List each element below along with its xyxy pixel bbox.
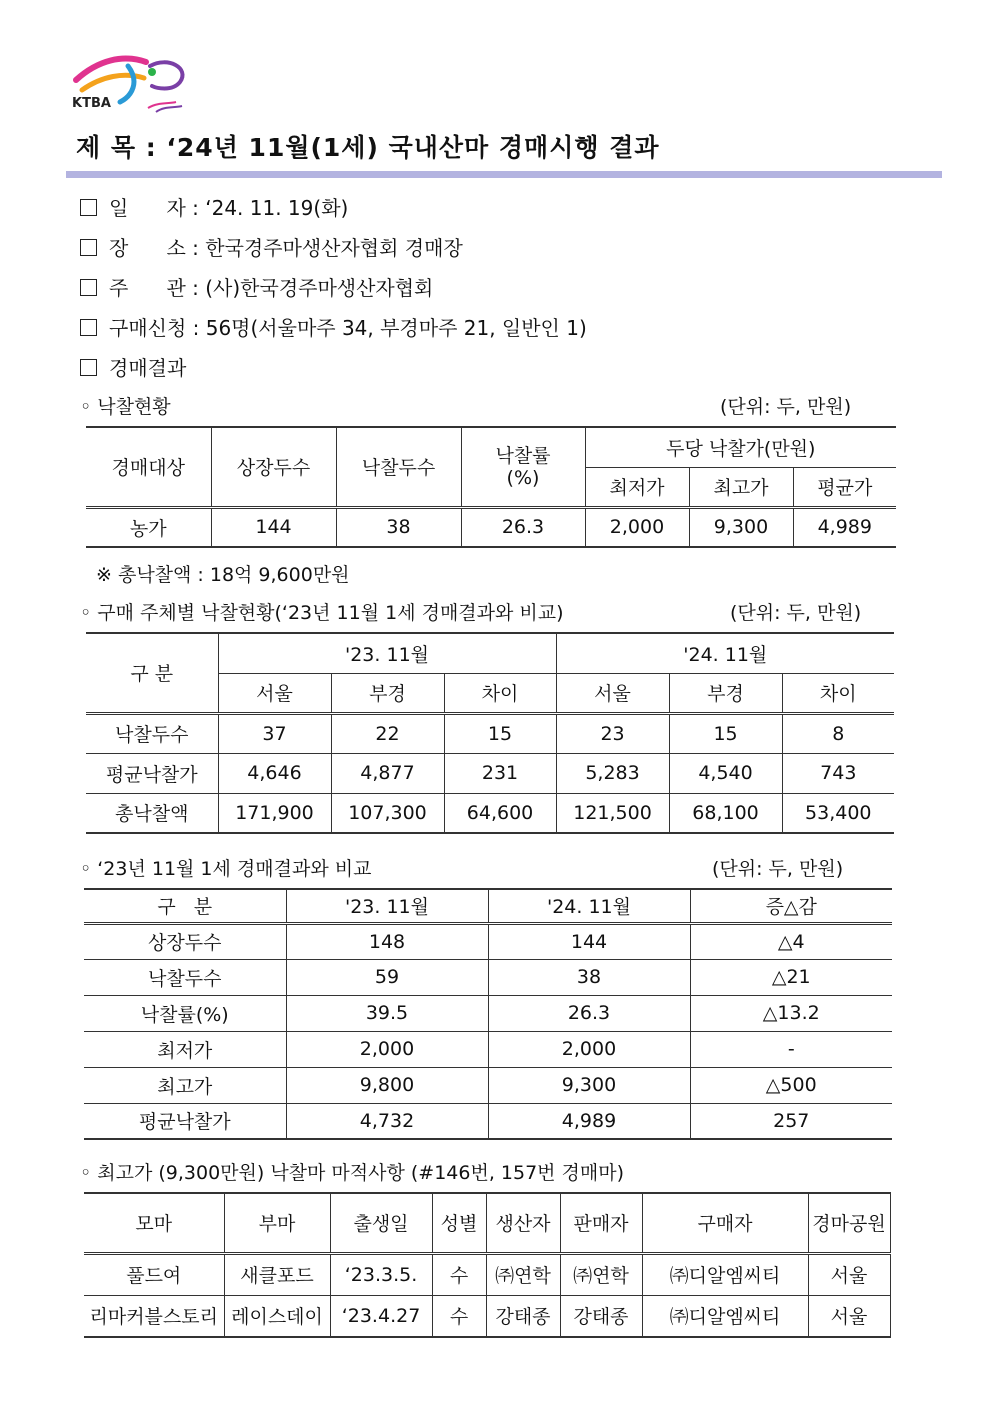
table-cell: 257 bbox=[690, 1103, 892, 1139]
info-label: 주 관 bbox=[109, 276, 186, 300]
table-cell: 22 bbox=[331, 713, 444, 753]
table-row bbox=[84, 1031, 892, 1067]
header-max: 최고가 bbox=[689, 467, 793, 507]
table-cell: 9,800 bbox=[286, 1067, 488, 1103]
cell-sold: 38 bbox=[336, 507, 461, 547]
header-period-a: '23. 11월 bbox=[286, 889, 488, 923]
table-cell: 171,900 bbox=[218, 793, 331, 833]
table-cell: 리마커블스토리 bbox=[84, 1295, 224, 1337]
header-avg: 평균가 bbox=[793, 467, 896, 507]
table-cell: 2,000 bbox=[286, 1031, 488, 1067]
table-cell: 4,877 bbox=[331, 753, 444, 793]
cell-max: 9,300 bbox=[689, 507, 793, 547]
header-col: 서울 bbox=[218, 673, 331, 713]
buyer-comparison-table bbox=[86, 632, 894, 834]
info-results bbox=[80, 352, 186, 381]
table-cell: △4 bbox=[690, 923, 892, 959]
cell-min: 2,000 bbox=[585, 507, 689, 547]
section1-unit: (단위: 두, 만원) bbox=[720, 396, 852, 418]
table-row bbox=[84, 995, 892, 1031]
table-cell: 39.5 bbox=[286, 995, 488, 1031]
info-value: 56명(서울마주 34, 부경마주 21, 일반인 1) bbox=[205, 316, 587, 340]
header-col: 차이 bbox=[782, 673, 894, 713]
checkbox-icon bbox=[80, 359, 97, 376]
table-cell: 강태종 bbox=[486, 1295, 560, 1337]
header-birthdate: 출생일 bbox=[330, 1193, 432, 1253]
table-row bbox=[86, 793, 894, 833]
cell-rate: 26.3 bbox=[461, 507, 585, 547]
table-cell: 107,300 bbox=[331, 793, 444, 833]
table-row bbox=[84, 959, 892, 995]
header-dam: 모마 bbox=[84, 1193, 224, 1253]
info-label: 일 자 bbox=[109, 196, 186, 220]
checkbox-icon bbox=[80, 199, 97, 216]
table-cell: 서울 bbox=[808, 1295, 890, 1337]
table-cell: 4,540 bbox=[669, 753, 782, 793]
table-cell: ‘23.4.27 bbox=[330, 1295, 432, 1337]
table-cell: 서울 bbox=[808, 1253, 890, 1295]
info-value: ‘24. 11. 19(화) bbox=[205, 196, 349, 220]
auction-summary-table bbox=[86, 426, 896, 548]
section3-unit: (단위: 두, 만원) bbox=[712, 858, 844, 880]
table-cell: 148 bbox=[286, 923, 488, 959]
section4-heading: ◦ 최고가 (9,300만원) 낙찰마 마적사항 (#146번, 157번 경매마) bbox=[80, 1162, 625, 1184]
title-divider bbox=[66, 171, 942, 178]
row-label: 총낙찰액 bbox=[86, 793, 218, 833]
checkbox-icon bbox=[80, 279, 97, 296]
info-label: 장 소 bbox=[109, 236, 186, 260]
section2-heading: ◦ 구매 주체별 낙찰현황(‘23년 11월 1세 경매결과와 비교) bbox=[80, 602, 564, 624]
header-sold: 낙찰두수 bbox=[336, 427, 461, 507]
header-col: 서울 bbox=[556, 673, 669, 713]
table-row bbox=[84, 923, 892, 959]
table-cell: 4,646 bbox=[218, 753, 331, 793]
table-cell: ㈜디알엠씨티 bbox=[642, 1253, 808, 1295]
table-cell: 레이스데이 bbox=[224, 1295, 330, 1337]
info-value: 한국경주마생산자협회 경매장 bbox=[205, 236, 463, 260]
header-buyer: 구매자 bbox=[642, 1193, 808, 1253]
cell-target: 농가 bbox=[86, 507, 211, 547]
logo-text: KTBA bbox=[72, 96, 111, 111]
row-label: 최고가 bbox=[84, 1067, 286, 1103]
table-cell: ‘23.3.5. bbox=[330, 1253, 432, 1295]
header-category: 구 분 bbox=[84, 889, 286, 923]
table-cell: 2,000 bbox=[488, 1031, 690, 1067]
table-cell: 5,283 bbox=[556, 753, 669, 793]
header-breeder: 생산자 bbox=[486, 1193, 560, 1253]
table-cell: 풀드여 bbox=[84, 1253, 224, 1295]
table-cell: 9,300 bbox=[488, 1067, 690, 1103]
info-label: 경매결과 bbox=[109, 356, 187, 380]
table-cell: 강태종 bbox=[560, 1295, 642, 1337]
header-col: 차이 bbox=[444, 673, 556, 713]
table-cell: 64,600 bbox=[444, 793, 556, 833]
header-corner: 구 분 bbox=[86, 633, 218, 713]
table-cell: 37 bbox=[218, 713, 331, 753]
table-row bbox=[84, 1295, 890, 1337]
section2-unit: (단위: 두, 만원) bbox=[730, 602, 862, 624]
checkbox-icon bbox=[80, 319, 97, 336]
top-horse-table bbox=[84, 1192, 891, 1338]
section1-heading: ◦ 낙찰현황 bbox=[80, 396, 171, 418]
table-cell: △500 bbox=[690, 1067, 892, 1103]
header-seller: 판매자 bbox=[560, 1193, 642, 1253]
row-label: 최저가 bbox=[84, 1031, 286, 1067]
row-label: 낙찰두수 bbox=[84, 959, 286, 995]
table-cell: 15 bbox=[444, 713, 556, 753]
table-cell: 68,100 bbox=[669, 793, 782, 833]
row-label: 상장두수 bbox=[84, 923, 286, 959]
checkbox-icon bbox=[80, 239, 97, 256]
table-cell: 144 bbox=[488, 923, 690, 959]
info-applicants: 구매신청 : 56명(서울마주 34, 부경마주 21, 일반인 1) bbox=[80, 312, 587, 341]
table-cell: 59 bbox=[286, 959, 488, 995]
header-period-b: '24. 11월 bbox=[556, 633, 894, 673]
row-label: 평균낙찰가 bbox=[84, 1103, 286, 1139]
header-sex: 성별 bbox=[432, 1193, 486, 1253]
table-cell: 121,500 bbox=[556, 793, 669, 833]
table-row bbox=[84, 1253, 890, 1295]
info-label: 구매신청 bbox=[109, 316, 187, 340]
row-label: 낙찰률(%) bbox=[84, 995, 286, 1031]
yearly-comparison-table bbox=[84, 888, 892, 1140]
table-cell: 수 bbox=[432, 1295, 486, 1337]
table-cell: 4,732 bbox=[286, 1103, 488, 1139]
table-cell: ㈜연학 bbox=[560, 1253, 642, 1295]
table-cell: ㈜디알엠씨티 bbox=[642, 1295, 808, 1337]
table-cell: △21 bbox=[690, 959, 892, 995]
header-min: 최저가 bbox=[585, 467, 689, 507]
table-cell: 새클포드 bbox=[224, 1253, 330, 1295]
info-value: (사)한국경주마생산자협회 bbox=[205, 276, 434, 300]
table-cell: 38 bbox=[488, 959, 690, 995]
header-period-b: '24. 11월 bbox=[488, 889, 690, 923]
table-row bbox=[84, 1067, 892, 1103]
header-change: 증△감 bbox=[690, 889, 892, 923]
table-row bbox=[86, 713, 894, 753]
row-label: 평균낙찰가 bbox=[86, 753, 218, 793]
table-cell: 8 bbox=[782, 713, 894, 753]
header-price-group: 두당 낙찰가(만원) bbox=[585, 427, 896, 467]
info-date: 일 자 : ‘24. 11. 19(화) bbox=[80, 192, 348, 221]
info-place: 장 소 : 한국경주마생산자협회 경매장 bbox=[80, 232, 463, 261]
table-row bbox=[86, 753, 894, 793]
total-amount-note: ※ 총낙찰액 : 18억 9,600만원 bbox=[96, 564, 350, 586]
table-cell: 수 bbox=[432, 1253, 486, 1295]
table-cell: 15 bbox=[669, 713, 782, 753]
section3-heading: ◦ ‘23년 11월 1세 경매결과와 비교 bbox=[80, 858, 372, 880]
cell-avg: 4,989 bbox=[793, 507, 896, 547]
header-col: 부경 bbox=[331, 673, 444, 713]
header-col: 부경 bbox=[669, 673, 782, 713]
header-target: 경매대상 bbox=[86, 427, 211, 507]
header-sire: 부마 bbox=[224, 1193, 330, 1253]
table-cell: ㈜연학 bbox=[486, 1253, 560, 1295]
row-label: 낙찰두수 bbox=[86, 713, 218, 753]
table-cell: 53,400 bbox=[782, 793, 894, 833]
table-cell: 23 bbox=[556, 713, 669, 753]
table-cell: △13.2 bbox=[690, 995, 892, 1031]
table-row bbox=[86, 507, 896, 547]
table-cell: 231 bbox=[444, 753, 556, 793]
table-cell: 26.3 bbox=[488, 995, 690, 1031]
header-period-a: '23. 11월 bbox=[218, 633, 556, 673]
header-listed: 상장두수 bbox=[211, 427, 336, 507]
table-cell: 4,989 bbox=[488, 1103, 690, 1139]
table-cell: 743 bbox=[782, 753, 894, 793]
page-title: 제 목 : ‘24년 11월(1세) 국내산마 경매시행 결과 bbox=[76, 133, 660, 162]
table-cell: - bbox=[690, 1031, 892, 1067]
header-racecourse: 경마공원 bbox=[808, 1193, 890, 1253]
cell-listed: 144 bbox=[211, 507, 336, 547]
table-row bbox=[84, 1103, 892, 1139]
header-rate: 낙찰률 (%) bbox=[461, 427, 585, 507]
info-host: 주 관 : (사)한국경주마생산자협회 bbox=[80, 272, 433, 301]
